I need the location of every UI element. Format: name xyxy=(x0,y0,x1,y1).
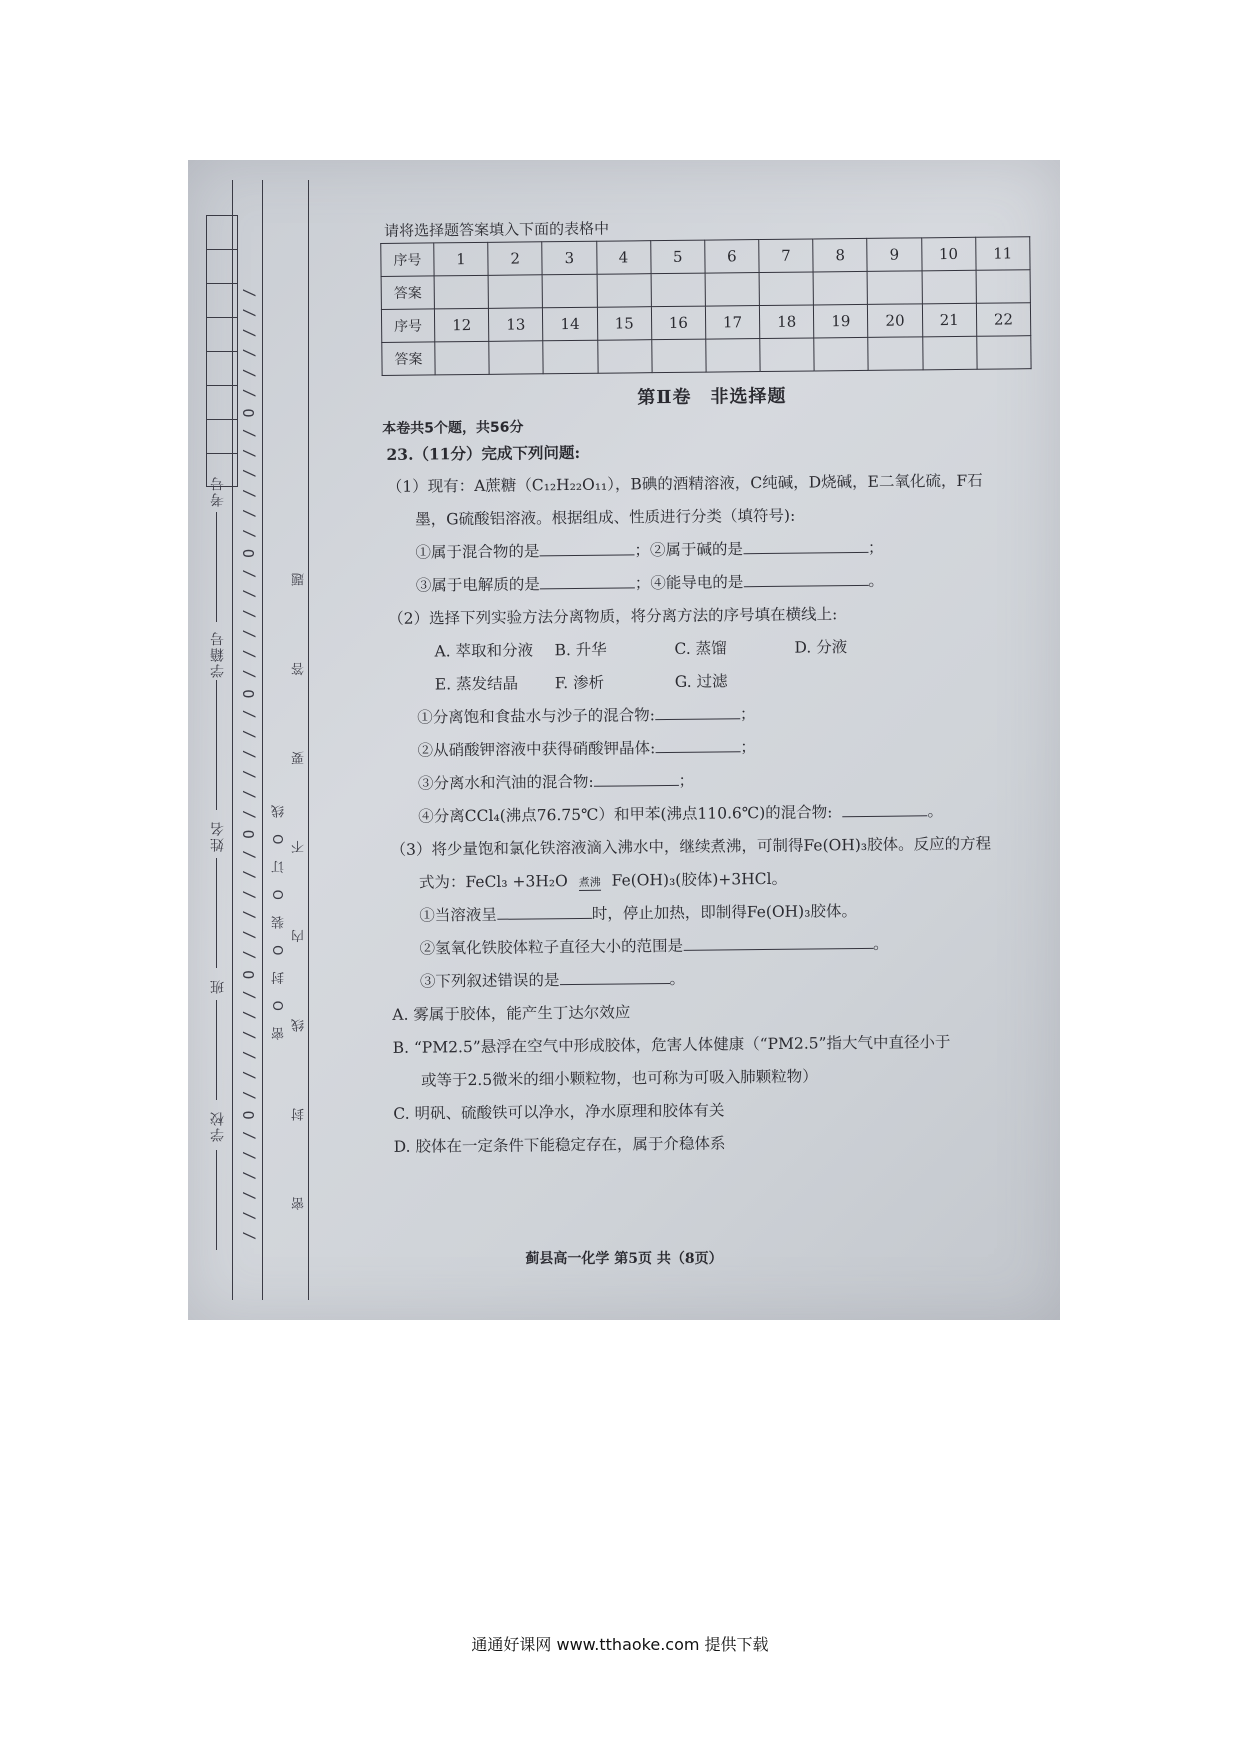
answer-table xyxy=(380,236,1031,376)
exam-page-photo xyxy=(188,160,1060,1320)
question-number: 7 xyxy=(759,239,814,273)
question-number: 17 xyxy=(705,306,760,340)
question-number: 15 xyxy=(597,307,652,341)
question-number: 9 xyxy=(867,238,922,272)
answer-cell[interactable] xyxy=(922,270,977,304)
question-text: ①分离饱和食盐水与沙子的混合物: xyxy=(417,706,656,727)
answer-blank[interactable] xyxy=(743,534,868,554)
answer-cell[interactable] xyxy=(814,337,869,371)
answer-blank[interactable] xyxy=(743,567,868,587)
answer-cell[interactable] xyxy=(543,340,598,374)
question-number: 11 xyxy=(975,237,1030,271)
question-number: 20 xyxy=(868,304,923,338)
question-number: 13 xyxy=(489,308,544,342)
choice-d: D. 胶体在一定条件下能稳定存在，属于介稳体系 xyxy=(393,1134,726,1156)
punctuation: 。 xyxy=(868,571,884,590)
seal-line-inner: 密 封 线 内 不 要 答 题 xyxy=(292,537,307,1210)
question-number: 3 xyxy=(542,241,597,275)
punctuation: ； xyxy=(739,705,756,724)
method-option: C. 蒸馏 xyxy=(674,639,727,658)
q23-part1-line2: 墨，G硫酸铝溶液。根据组成、性质进行分类（填符号): xyxy=(415,506,796,529)
row-label-answer: 答案 xyxy=(382,342,435,376)
punctuation: 。 xyxy=(927,802,944,821)
reaction-arrow xyxy=(578,875,601,891)
question-text: ；④能导电的是 xyxy=(634,573,744,593)
question-number: 5 xyxy=(650,240,705,274)
question-text: ③下列叙述错误的是 xyxy=(419,971,560,991)
answer-cell[interactable] xyxy=(867,271,922,305)
question-number: 12 xyxy=(434,308,489,342)
punctuation: ； xyxy=(678,771,695,790)
method-option: B. 升华 xyxy=(554,640,607,660)
download-source-footer: 通通好课网 www.tthaoke.com 提供下载 xyxy=(471,1635,769,1654)
question-number: 22 xyxy=(976,303,1031,337)
answer-cell[interactable] xyxy=(868,337,923,371)
question-number: 19 xyxy=(814,304,869,338)
table-instruction: 请将选择题答案填入下面的表格中 xyxy=(384,219,610,240)
row-label-number: 序号 xyxy=(381,243,434,277)
answer-cell[interactable] xyxy=(597,340,652,374)
answer-cell[interactable] xyxy=(435,341,490,375)
question-text: ；②属于碱的是 xyxy=(634,540,744,560)
question-text: ③属于电解质的是 xyxy=(415,575,540,595)
q23-part1-line1: （1）现有：A蔗糖（C₁₂H₂₂O₁₁），B碘的酒精溶液，C纯碱，D烧碱，E二氧化硫，F石 xyxy=(386,471,983,496)
choice-b-line2: 或等于2.5微米的细小颗粒物，也可称为可吸入肺颗粒物） xyxy=(420,1067,818,1090)
question-text: ④分离CCl₄(沸点76.75℃）和甲苯(沸点110.6℃)的混合物: xyxy=(418,803,833,826)
answer-blank[interactable] xyxy=(842,797,927,817)
answer-cell[interactable] xyxy=(813,271,868,305)
method-option: A. 萃取和分液 xyxy=(434,641,534,661)
choice-a: A. 雾属于胶体，能产生丁达尔效应 xyxy=(392,1003,631,1024)
answer-cell[interactable] xyxy=(597,274,652,308)
row-label-answer: 答案 xyxy=(381,276,434,310)
seal-line-outer: / / / / / / O / / / / / / O / / / / / / O / / / / / / O / / / / / / O / / / / / / O / / / / / / xyxy=(240,287,258,1240)
answer-blank[interactable] xyxy=(497,900,592,920)
section-title: 第Ⅱ卷 非选择题 xyxy=(637,385,787,409)
answer-blank[interactable] xyxy=(655,700,740,720)
question-number: 6 xyxy=(705,240,760,274)
answer-cell[interactable] xyxy=(976,336,1031,370)
question-text: ②氢氧化铁胶体粒子直径大小的范围是 xyxy=(419,936,684,958)
answer-cell[interactable] xyxy=(705,273,760,307)
question-number: 8 xyxy=(813,238,868,272)
equation-products: Fe(OH)₃(胶体)+3HCl。 xyxy=(611,869,788,890)
answer-cell[interactable] xyxy=(760,338,815,372)
question-text: ①当溶液呈 xyxy=(419,905,497,925)
answer-blank[interactable] xyxy=(655,733,740,753)
method-option: E. 蒸发结晶 xyxy=(434,674,519,694)
q23-part3-line1: （3）将少量饱和氯化铁溶液滴入沸水中，继续煮沸，可制得Fe(OH)₃胶体。反应的方程 xyxy=(390,834,992,859)
equation-reactants: 式为：FeCl₃ +3H₂O xyxy=(418,872,568,892)
seal-line-mid: 密 O 封 O 装 O 订 O 线 xyxy=(272,799,287,1040)
question-number: 16 xyxy=(651,306,706,340)
question-text: 时，停止加热，即制得Fe(OH)₃胶体。 xyxy=(591,902,857,923)
answer-cell[interactable] xyxy=(976,270,1031,304)
label-name: 姓名 xyxy=(210,820,226,852)
answer-blank[interactable] xyxy=(539,536,634,556)
answer-cell[interactable] xyxy=(434,275,489,309)
punctuation: 。 xyxy=(873,934,889,953)
answer-blank[interactable] xyxy=(559,965,669,985)
label-class: 班 xyxy=(210,978,226,994)
row-label-number: 序号 xyxy=(381,309,434,343)
question-number: 18 xyxy=(759,305,814,339)
answer-cell[interactable] xyxy=(759,272,814,306)
question-text: ①属于混合物的是 xyxy=(415,542,540,562)
table-row xyxy=(382,336,1031,376)
answer-blank[interactable] xyxy=(683,930,873,951)
exam-number-boxes xyxy=(206,215,238,487)
punctuation: ； xyxy=(867,538,884,557)
answer-blank[interactable] xyxy=(540,569,635,589)
question-number: 2 xyxy=(488,242,543,276)
punctuation: 。 xyxy=(669,969,686,989)
question-number: 4 xyxy=(596,241,651,275)
question-23-header: 23.（11分）完成下列问题: xyxy=(386,442,581,464)
method-option: D. 分液 xyxy=(794,638,848,657)
answer-cell[interactable] xyxy=(651,273,706,307)
question-number: 10 xyxy=(921,237,976,271)
answer-cell[interactable] xyxy=(706,339,761,373)
q23-part2-line1: （2）选择下列实验方法分离物质，将分离方法的序号填在横线上: xyxy=(388,605,838,628)
answer-blank[interactable] xyxy=(593,767,678,787)
question-text: ②从硝酸钾溶液中获得硝酸钾晶体: xyxy=(417,739,656,760)
section-subtitle: 本卷共5个题，共56分 xyxy=(382,419,524,437)
answer-cell[interactable] xyxy=(922,336,977,370)
method-option: G. 过滤 xyxy=(674,672,728,691)
answer-cell[interactable] xyxy=(542,274,597,308)
label-school: 学校 xyxy=(210,1110,226,1142)
punctuation: ； xyxy=(740,738,756,757)
question-text: ③分离水和汽油的混合物: xyxy=(417,772,594,793)
choice-b-line1: B. “PM2.5”悬浮在空气中形成胶体，危害人体健康（“PM2.5”指大气中直径小于 xyxy=(392,1033,951,1057)
choice-c: C. 明矾、硫酸铁可以净水，净水原理和胶体有关 xyxy=(393,1101,725,1123)
reaction-condition: 煮沸 xyxy=(578,875,601,889)
label-student-id: 学籍号 xyxy=(210,630,226,678)
exam-page-footer: 蓟县高一化学 第5页 共（8页） xyxy=(525,1251,723,1267)
question-number: 21 xyxy=(922,303,977,337)
label-exam-number: 考号 xyxy=(210,475,226,507)
question-number: 1 xyxy=(434,242,489,276)
method-option: F. 渗析 xyxy=(554,673,605,693)
exam-content xyxy=(380,213,1050,1164)
answer-cell[interactable] xyxy=(489,341,544,375)
answer-cell[interactable] xyxy=(488,275,543,309)
answer-cell[interactable] xyxy=(651,339,706,373)
question-number: 14 xyxy=(543,307,598,341)
